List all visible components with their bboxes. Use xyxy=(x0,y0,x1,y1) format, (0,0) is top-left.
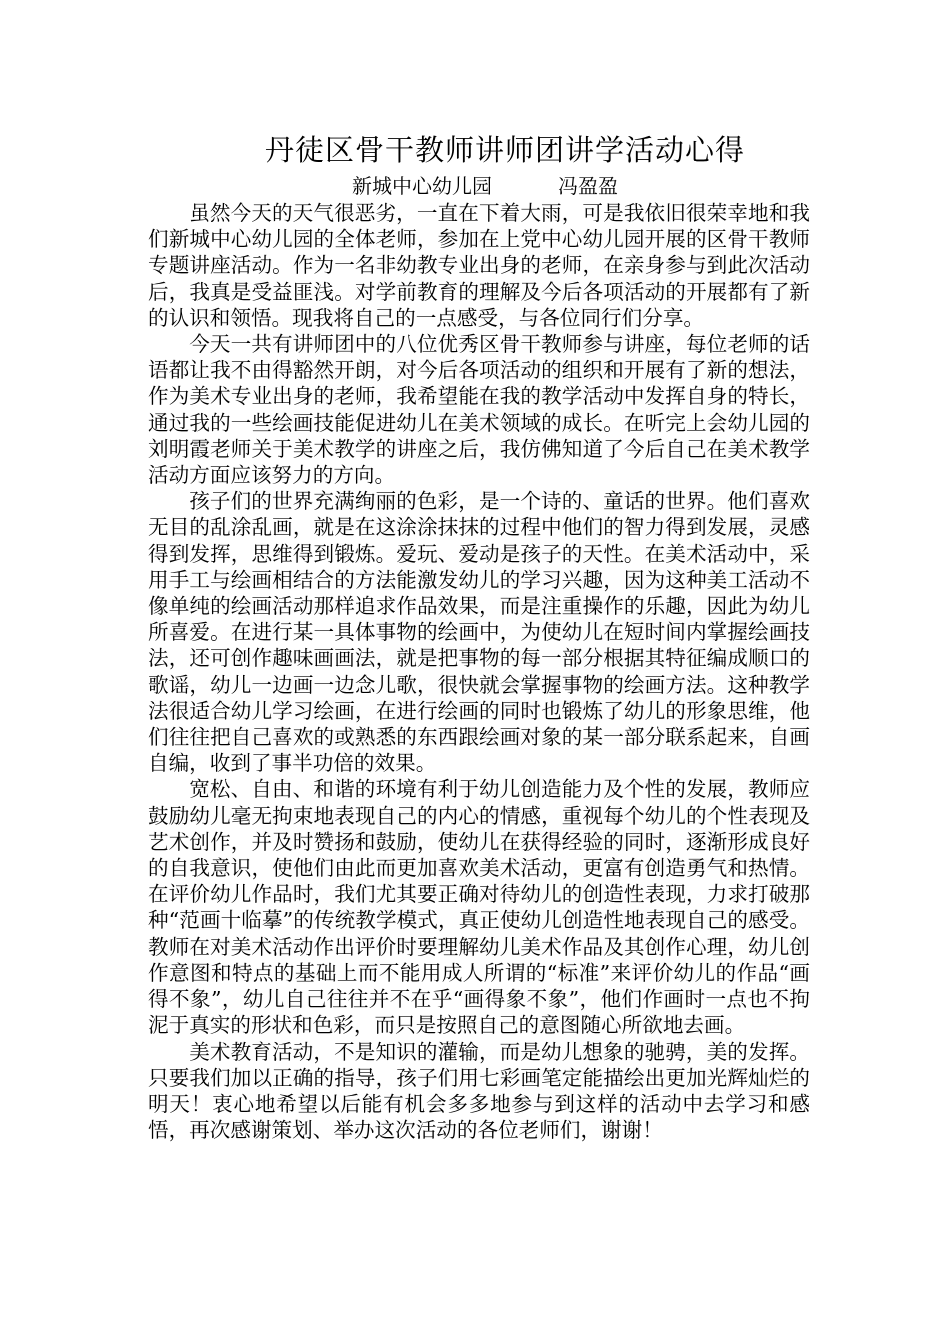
paragraph-2: 今天一共有讲师团中的八位优秀区骨干教师参与讲座，每位老师的话语都让我不由得豁然开朗，对今后各项活动的组织和开展有了新的想法，作为美术专业出身的老师，我希望能在我的教学活动中发挥自身的特长，通过我的一些绘画技能促进幼儿在美术领域的成长。在听完上会幼儿园的刘明霞老师关于美术教学的讲座之后，我仿佛知道了今后自己在美术教学活动方面应该努力的方向。 xyxy=(148,332,810,488)
document-body xyxy=(148,200,810,1143)
paragraph-3: 孩子们的世界充满绚丽的色彩，是一个诗的、童话的世界。他们喜欢无目的乱涂乱画，就是在这涂涂抹抹的过程中他们的智力得到发展，灵感得到发挥，思维得到锻炼。爱玩、爱动是孩子的天性。在美术活动中，采用手工与绘画相结合的方法能激发幼儿的学习兴趣，因为这种美工活动不像单纯的绘画活动那样追求作品效果，而是注重操作的乐趣，因此为幼儿所喜爱。在进行某一具体事物的绘画中，为使幼儿在短时间内掌握绘画技法，还可创作趣味画画法，就是把事物的每一部分根据其特征编成顺口的歌谣，幼儿一边画一边念儿歌，很快就会掌握事物的绘画方法。这种教学法很适合幼儿学习绘画，在进行绘画的同时也锻炼了幼儿的形象思维，他们往往把自己喜欢的或熟悉的东西跟绘画对象的某一部分联系起来，自画自编，收到了事半功倍的效果。 xyxy=(148,489,810,776)
paragraph-1: 虽然今天的天气很恶劣，一直在下着大雨，可是我依旧很荣幸地和我们新城中心幼儿园的全体老师，参加在上党中心幼儿园开展的区骨干教师专题讲座活动。作为一名非幼教专业出身的老师，在亲身参与到此次活动后，我真是受益匪浅。对学前教育的理解及今后各项活动的开展都有了新的认识和领悟。现我将自己的一点感受，与各位同行们分享。 xyxy=(148,201,810,330)
paragraph-5: 美术教育活动，不是知识的灌输，而是幼儿想象的驰骋，美的发挥。只要我们加以正确的指导，孩子们用七彩画笔定能描绘出更加光辉灿烂的明天！衷心地希望以后能有机会多多地参与到这样的活动中去学习和感悟，再次感谢策划、举办这次活动的各位老师们，谢谢！ xyxy=(148,1039,810,1143)
document-title: 丹徒区骨干教师讲师团讲学活动心得 xyxy=(264,133,745,167)
byline xyxy=(352,172,618,200)
paragraph-4: 宽松、自由、和谐的环境有利于幼儿创造能力及个性的发展，教师应鼓励幼儿毫无拘束地表现自己的内心的情感，重视每个幼儿的个性表现及艺术创作，并及时赞扬和鼓励，使幼儿在获得经验的同时，逐渐形成良好的自我意识，使他们由此而更加喜欢美术活动，更富有创造勇气和热情。在评价幼儿作品时，我们尤其要正确对待幼儿的创造性表现，力求打破那种“范画十临摹”的传统教学模式，真正使幼儿创造性地表现自己的感受。教师在对美术活动作出评价时要理解幼儿美术作品及其创作心理，幼儿创作意图和特点的基础上而不能用成人所谓的“标准”来评价幼儿的作品“画得不象”，幼儿自己往往并不在乎“画得象不象”，他们作画时一点也不拘泥于真实的形状和色彩，而只是按照自己的意图随心所欲地去画。 xyxy=(148,777,810,1038)
organization-name: 新城中心幼儿园 xyxy=(352,174,492,198)
author-name: 冯盈盈 xyxy=(558,174,618,198)
